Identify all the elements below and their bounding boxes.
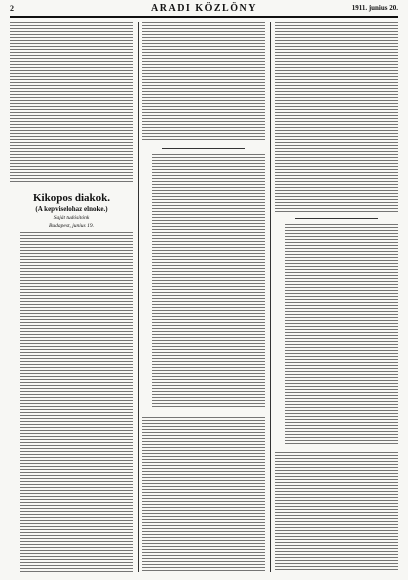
issue-date: 1911. junius 20. bbox=[351, 4, 398, 12]
column-2-text-middle bbox=[142, 154, 265, 409]
column-3-text-middle bbox=[275, 224, 398, 444]
text-lines bbox=[142, 22, 265, 142]
section-separator bbox=[295, 218, 378, 219]
column-2 bbox=[142, 22, 265, 572]
page-number: 2 bbox=[10, 4, 14, 13]
section-separator bbox=[162, 148, 245, 149]
article-source: Saját tudósítónk bbox=[53, 215, 90, 221]
column-1-text-article bbox=[10, 232, 133, 572]
text-lines bbox=[152, 154, 265, 409]
article-subtitle: (A kepviselohaz elnoke.) bbox=[35, 205, 108, 213]
header-rule bbox=[10, 16, 398, 18]
column-1-text-top bbox=[10, 22, 133, 184]
column-rule-2 bbox=[270, 22, 271, 572]
text-lines bbox=[275, 22, 398, 212]
column-2-text-top bbox=[142, 22, 265, 142]
article-title: Kikopos diakok. bbox=[32, 192, 111, 204]
text-lines bbox=[285, 224, 398, 444]
text-lines bbox=[20, 232, 133, 572]
text-lines bbox=[275, 452, 398, 572]
page-header bbox=[0, 0, 408, 20]
column-2-text-bottom bbox=[142, 417, 265, 572]
text-lines bbox=[10, 22, 133, 184]
column-3-text-bottom bbox=[275, 452, 398, 572]
article-dateline: Budapest, junius 19. bbox=[49, 223, 94, 229]
publication-title: ARADI KÖZLÖNY bbox=[151, 3, 257, 14]
column-rule-1 bbox=[138, 22, 139, 572]
column-3 bbox=[275, 22, 398, 572]
column-1 bbox=[10, 22, 133, 572]
column-3-text-top bbox=[275, 22, 398, 212]
text-lines bbox=[142, 417, 265, 572]
